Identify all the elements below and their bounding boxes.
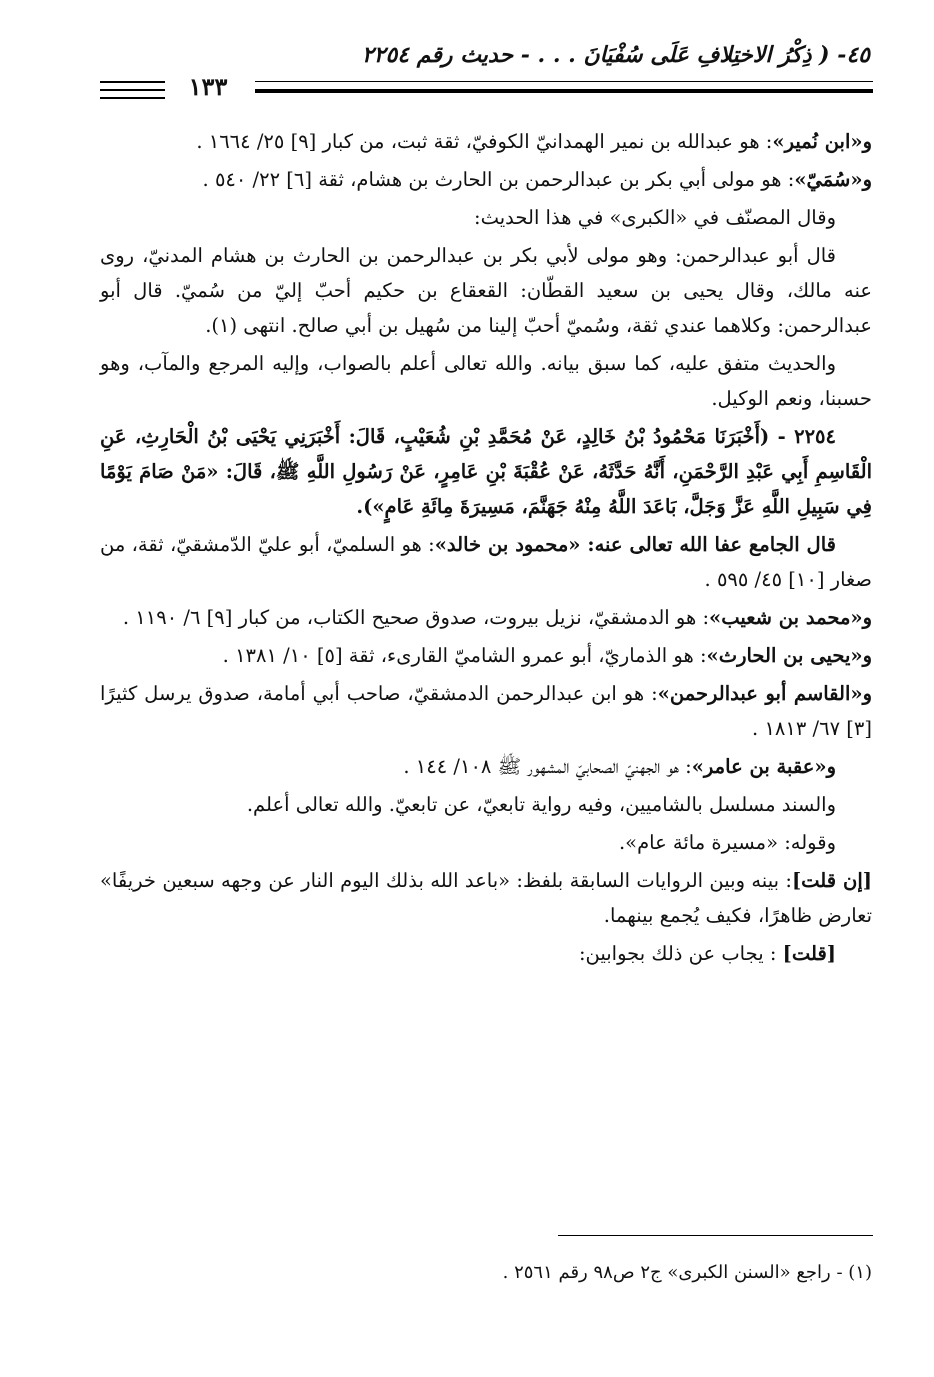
running-header-title: ٤٥- ( ذِكْرُ الاختِلافِ عَلَى سُفْيَانَ . . . - حديث رقم ٢٢٥٤ (361, 42, 870, 68)
narrator-note-yahya (100, 638, 872, 673)
answer-marker: [قلت] (782, 942, 836, 965)
narrator-description: : هو عبدالله بن نمير الهمدانيّ الكوفيّ، ثقة ثبت، من كبار [٩] ٢٥/ ١٦٦٤ . (196, 130, 773, 153)
footnote: (١) - راجع «السنن الكبرى» ج٢ ص٩٨ رقم ٢٥٦١ . (502, 1262, 872, 1283)
hadith-2254: ٢٢٥٤ - (أَخْبَرَنَا مَحْمُودُ بْنُ خَالِدٍ، عَنْ مُحَمَّدِ بْنِ شُعَيْبٍ، قَالَ: أَخْبَرَنِي يَحْيَى بْنُ الْحَارِثِ، عَنِ الْقَاسِمِ أَبِي عَبْدِ الرَّحْمَنِ، أَنَّهُ حَدَّثَهُ، عَنْ عُقْبَةَ بْنِ عَامِرٍ، عَنْ رَسُولِ اللَّهِ ﷺ، قَالَ: «مَنْ صَامَ يَوْمًا فِي سَبِيلِ اللَّهِ عَزَّ وَجَلَّ، بَاعَدَ اللَّهُ مِنْهُ جَهَنَّمَ، مَسِيرَةَ مِائَةِ عَامٍ»). (100, 425, 872, 518)
answer-text: : يجاب عن ذلك بجوابين: (578, 942, 783, 965)
answer-paragraph (100, 936, 872, 971)
page-number-rule (100, 89, 165, 91)
narrator-name: قال الجامع عفا الله تعالى عنه: «محمود بن خالد» (434, 533, 836, 556)
narrator-description: : هو مولى أبي بكر بن عبدالرحمن بن الحارث بن هشام، ثقة [٦] ٢٢/ ٥٤٠ . (202, 168, 795, 191)
kubra-intro: وقال المصنّف في «الكبرى» في هذا الحديث: (474, 206, 836, 229)
narrator-note-qasim (100, 676, 872, 746)
chain-note: والسند مسلسل بالشاميين، وفيه رواية تابعيّ، عن تابعيّ. والله تعالى أعلم. (246, 793, 836, 816)
narrator-note-muhammad (100, 600, 872, 635)
narrator-name: و«سُمَيّ» (794, 168, 872, 191)
narrator-description: : هو الذماريّ، أبو عمرو الشاميّ القارىء، ثقة [٥] ١٠/ ١٣٨١ . (222, 644, 707, 667)
page-number: ١٣٣ (188, 72, 228, 101)
narrator-note-uqba (100, 749, 872, 784)
page-number-rule (100, 81, 165, 83)
narrator-name: و«القاسم أبو عبدالرحمن» (657, 682, 872, 705)
narrator-description: : هو الدمشقيّ، نزيل بيروت، صدوق صحيح الكتاب، من كبار [٩] ٦/ ١١٩٠ . (122, 606, 710, 629)
narrator-name: و«عقبة بن عامر» (691, 755, 836, 778)
narrator-note-mahmud (100, 527, 872, 597)
header-rule-thick (255, 89, 873, 93)
phrase-quote: وقوله: «مسيرة مائة عام». (618, 831, 836, 854)
narrator-description: : هو ابن عبدالرحمن الدمشقيّ، صاحب أبي أمامة، صدوق يرسل كثيرًا [٣] ٦٧/ ١٨١٣ . (100, 682, 872, 740)
header-rule-thin (255, 81, 873, 82)
narrator-name: و«محمد بن شعيب» (709, 606, 872, 629)
narrator-note-sumayy (100, 162, 872, 197)
conclusion-paragraph: والحديث متفق عليه، كما سبق بيانه. والله تعالى أعلم بالصواب، وإليه المرجع والمآب، وهو حسبنا، ونعم الوكيل. (100, 352, 872, 410)
question-text: : بينه وبين الروايات السابقة بلفظ: «باعد الله بذلك اليوم النار عن وجهه سبعين خريفًا» تعارض ظاهرًا، فكيف يُجمع بينهما. (100, 869, 872, 927)
kubra-quote: قال أبو عبدالرحمن: وهو مولى لأبي بكر بن عبدالرحمن بن الحارث بن هشام المدنيّ، روى عنه مالك، وقال يحيى بن سعيد القطّان: القعقاع بن حكيم أحبّ إليّ من سُميّ. قال أبو عبدالرحمن: وكلاهما عندي ثقة، وسُميّ أحبّ إلينا من سُهيل بن أبي صالح. انتهى (١). (100, 244, 872, 337)
narrator-description: : هو الجهنيّ الصحابيّ المشهور ﷺ ١٠٨/ ١٤٤ . (403, 755, 692, 778)
footnote-rule (558, 1235, 873, 1236)
main-text (100, 124, 872, 974)
page-number-rule (100, 97, 165, 99)
question-marker: [إن قلت] (791, 869, 873, 892)
narrator-name: و«يحيى بن الحارث» (706, 644, 872, 667)
narrator-description: : هو السلميّ، أبو عليّ الدّمشقيّ، ثقة، من صغار [١٠] ٤٥/ ٥٩٥ . (100, 533, 872, 591)
question-paragraph (100, 863, 872, 933)
narrator-note-ibn-numayr (100, 124, 872, 159)
narrator-name: و«ابن نُمير» (772, 130, 872, 153)
